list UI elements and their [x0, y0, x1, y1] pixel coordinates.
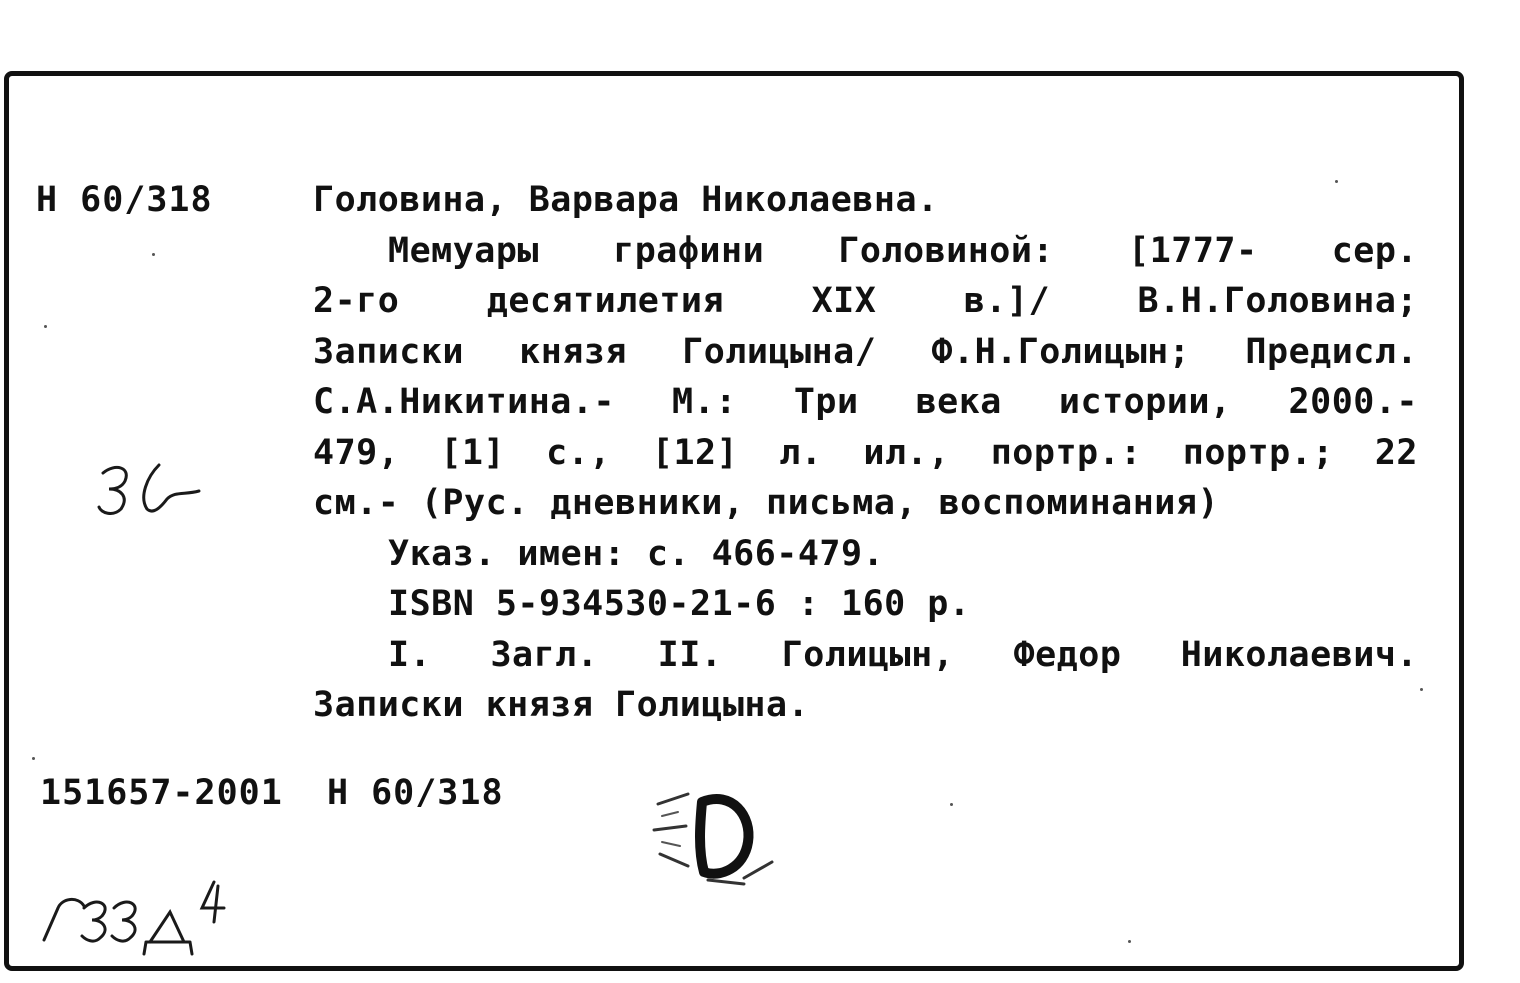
tracings-continued: Записки князя Голицына. [313, 685, 810, 725]
title-line-2: 2-го десятилетия XIX в.]/ В.Н.Головина; [313, 281, 1418, 321]
speck [1128, 940, 1131, 943]
library-stamp-icon [648, 780, 778, 890]
series-line: см.- (Рус. дневники, письма, воспоминания) [313, 483, 1220, 523]
footer-numbers [40, 768, 504, 818]
shelfmark-bottom: Н 60/318 [326, 773, 504, 813]
speck [32, 757, 35, 760]
bibliographic-record [313, 175, 1418, 731]
imprint-line: С.А.Никитина.- М.: Три века истории, 2000.- [313, 382, 1418, 422]
collation-line: 479, [1] с., [12] л. ил., портр.: портр.; 22 [313, 432, 1418, 473]
handwritten-note-bottom [38, 878, 248, 982]
inventory-number: 151657-2001 [40, 773, 283, 813]
author-heading: Головина, Варвара Николаевна. [313, 180, 939, 220]
handwritten-note-3c [95, 455, 205, 539]
title-line-1: Мемуары графини Головиной: [1777- сер. [388, 230, 1418, 271]
isbn-line: ISBN 5-934530-21-6 : 160 р. [388, 584, 971, 624]
tracings-line: I. Загл. II. Голицын, Федор Николаевич. [388, 634, 1418, 675]
speck [950, 803, 953, 806]
speck [152, 253, 155, 256]
title-line-3: Записки князя Голицына/ Ф.Н.Голицын; Предисл. [313, 331, 1418, 372]
index-note: Указ. имен: с. 466-479. [388, 533, 885, 574]
shelfmark-top: Н 60/318 [36, 180, 213, 220]
speck [1420, 688, 1423, 691]
speck [44, 325, 47, 328]
speck [1335, 180, 1338, 183]
